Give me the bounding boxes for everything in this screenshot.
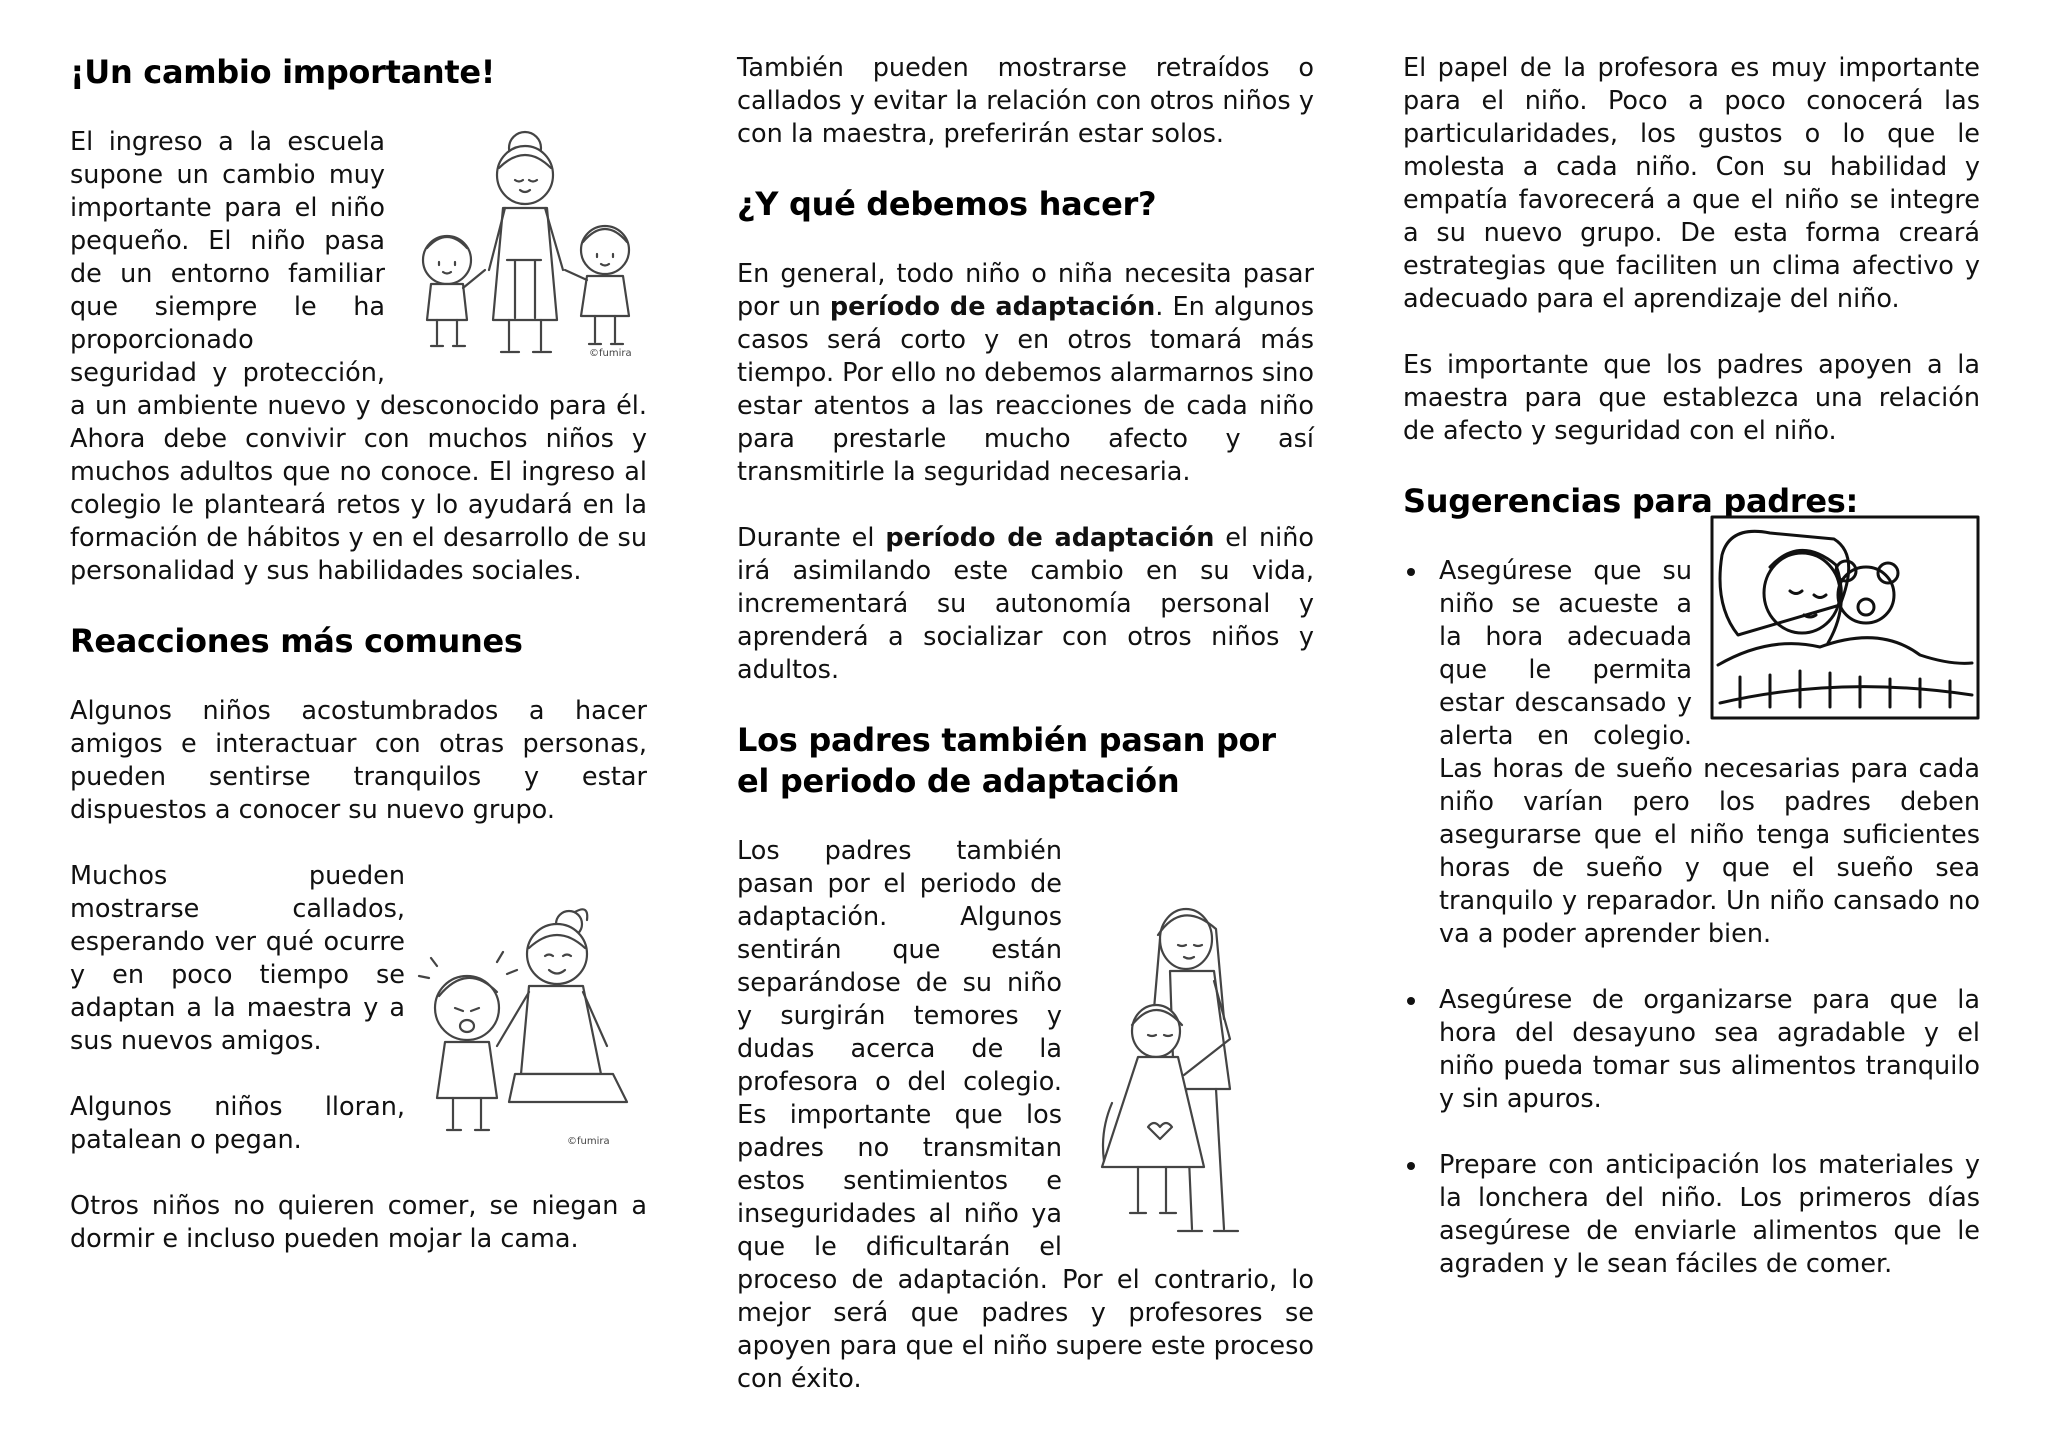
heading-cambio-importante: ¡Un cambio importante! [70,53,496,91]
paragraph-muchos-callados: Muchos pueden mostrarse callados, esperando ver qué ocurre y en poco tiempo se adaptan a la maestra y a sus nuevos amigos. [70,861,405,1056]
teacher-with-children-illustration [397,120,647,360]
list-item [1403,1149,1980,1281]
paragraph-en-general [737,258,1314,489]
heading-sugerencias: Sugerencias para padres: [1403,482,1858,520]
heading-que-hacer: ¿Y qué debemos hacer? [737,185,1157,223]
column-2 [737,52,1314,1396]
list-item [1403,555,1980,951]
image-credit-2: ©fumira [567,1136,610,1147]
paragraph-otros-ninos: Otros niños no quieren comer, se niegan a dormir e incluso pueden mojar la cama. [70,1191,647,1254]
image-credit: ©fumira [589,348,632,359]
heading-padres-adaptacion: Los padres también pasan por el periodo de adaptación [737,721,1276,800]
column-3 [1403,52,1980,1281]
paragraph-algunos-ninos: Algunos niños acostumbrados a hacer amigos e interactuar con otras personas, pueden sentirse tranquilos y estar dispuestos a conocer su nuevo grupo. [70,696,647,825]
bullet-text-sleep: Asegúrese que su niño se acueste a la hora adecuada que le permita estar descansado y alerta en colegio. Las horas de sueño necesarias para cada niño varían pero los padres deben asegurarse que el niño tenga suficientes horas de sueño y que el sueño sea tranquilo y reparador. Un niño cansado no va a poder aprender bien. [1439,556,1980,949]
text-run: el niño irá asimilando este cambio en su vida, incrementará su autonomía personal y aprenderá a socializar con otros niños y adultos. [737,523,1314,685]
paragraph-durante [737,522,1314,687]
heading-reacciones: Reacciones más comunes [70,622,523,660]
paragraph-ingreso-escuela: El ingreso a la escuela supone un cambio muy importante para el niño pequeño. El niño pasa de un entorno familiar que siempre le ha proporcionado seguridad y protección, a un ambiente nuevo y desconocido para él. Ahora debe convivir con muchos niños y muchos adultos que no conoce. El ingreso al colegio le planteará retos y lo ayudará en la formación de hábitos y en el desarrollo de su personalidad y sus habilidades sociales. [70,127,647,586]
bold-term: período de adaptación [829,292,1156,322]
list-item [1403,984,1980,1116]
teacher-comforting-crying-child-illustration [417,896,647,1156]
paragraph-papel-profesora: El papel de la profesora es muy importante para el niño. Poco a poco conocerá las particularidades, los gustos o lo que le molesta a cada niño. Con su habilidad y empatía favorecerá a que el niño se integre a su nuevo grupo. De esta forma creará estrategias que faciliten un clima afectivo y adecuado para el aprendizaje del niño. [1403,53,1980,314]
paragraph-padres-apoyen: Es importante que los padres apoyen a la maestra para que establezca una relación de afecto y seguridad con el niño. [1403,350,1980,446]
mother-hugging-daughter-illustration [1074,899,1314,1239]
suggestions-list [1403,555,1980,1281]
bullet-icon [1407,568,1415,576]
text-run: En general, todo niño o niña necesita pasar por un [737,259,1314,322]
column-1 [70,52,647,1256]
text-run: . En algunos casos será corto y en otros tomará más tiempo. Por ello no debemos alarmarnos sino estar atentos a las reacciones de cada niño para prestarle mucho afecto y así transmitirle la seguridad necesaria. [737,292,1315,487]
bullet-icon [1407,997,1415,1005]
paragraph-padres-pasan: Los padres también pasan por el periodo de adaptación. Algunos sentirán que están separándose de su niño y surgirán temores y dudas acerca de la profesora o del colegio. Es importante que los padres no transmitan estos sentimientos e inseguridades al niño ya que le dificultarán el proceso de adaptación. Por el contrario, lo mejor será que padres y profesores se apoyen para que el niño supere este proceso con éxito. [737,836,1314,1394]
paragraph-retraidos: También pueden mostrarse retraídos o callados y evitar la relación con otros niños y con la maestra, preferirán estar solos. [737,53,1314,149]
bullet-text-lunchbox: Prepare con anticipación los materiales y la lonchera del niño. Los primeros días asegúrese de enviarle alimentos que le agraden y le sean fáciles de comer. [1439,1150,1980,1279]
bullet-text-breakfast: Asegúrese de organizarse para que la hora del desayuno sea agradable y el niño pueda tomar sus alimentos tranquilo y sin apuros. [1439,985,1980,1114]
sleeping-child-with-teddy-illustration [1710,515,1980,720]
paragraph-lloran: Algunos niños lloran, patalean o pegan. [70,1092,405,1155]
bullet-icon [1407,1162,1415,1170]
bold-term: período de adaptación [885,523,1215,553]
text-run: Durante el [737,523,886,553]
